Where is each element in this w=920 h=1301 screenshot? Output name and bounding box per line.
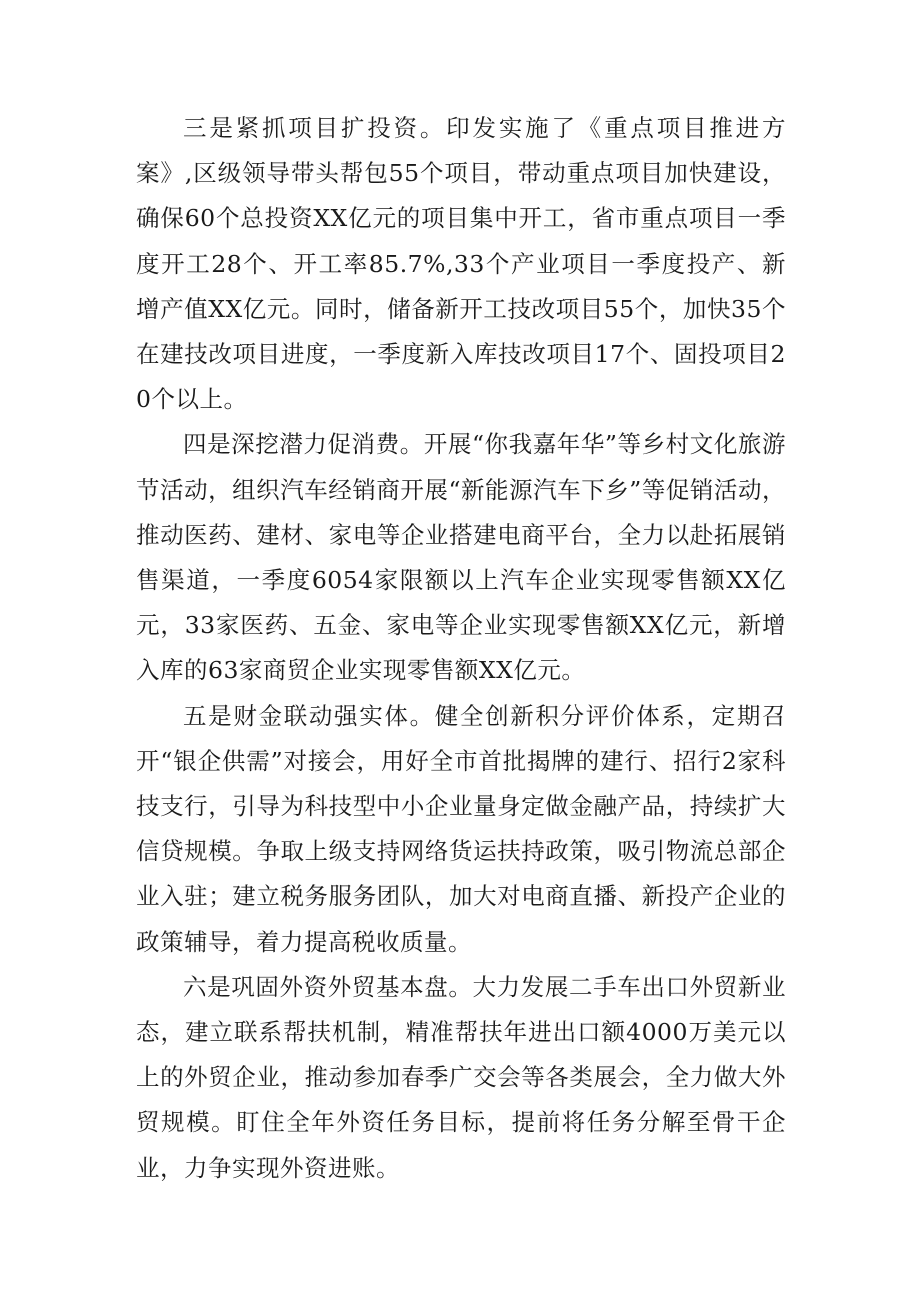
paragraph-finance: 五是财金联动强实体。健全创新积分评价体系，定期召开“银企供需”对接会，用好全市首批揭牌的建行、招行2家科技支行，引导为科技型中小企业量身定做金融产品，持续扩大信贷规模。争取上级支持网络货运扶持政策，吸引物流总部企业入驻；建立税务服务团队，加大对电商直播、新投产企业的政策辅导，着力提高税收质量。 [136,701,786,956]
paragraph-consumption: 四是深挖潜力促消费。开展“你我嘉年华”等乡村文化旅游节活动，组织汽车经销商开展“新能源汽车下乡”等促销活动，推动医药、建材、家电等企业搭建电商平台，全力以赴拓展销售渠道，一季度6054家限额以上汽车企业实现零售额XX亿元，33家医药、五金、家电等企业实现零售额XX亿元，新增入库的63家商贸企业实现零售额XX亿元。 [136,430,786,685]
paragraph-foreign-trade: 六是巩固外资外贸基本盘。大力发展二手车出口外贸新业态，建立联系帮扶机制，精准帮扶年进出口额4000万美元以上的外贸企业，推动参加春季广交会等各类展会，全力做大外贸规模。盯住全年外资任务目标，提前将任务分解至骨干企业，力争实现外资进账。 [136,972,786,1182]
paragraph-investment: 三是紧抓项目扩投资。印发实施了《重点项目推进方案》,区级领导带头帮包55个项目，带动重点项目加快建设，确保60个总投资XX亿元的项目集中开工，省市重点项目一季度开工28个、开工率85.7%,33个产业项目一季度投产、新增产值XX亿元。同时，储备新开工技改项目55个，加快35个在建技改项目进度，一季度新入库技改项目17个、固投项目20个以上。 [136,114,786,414]
document-body [136,106,786,1191]
